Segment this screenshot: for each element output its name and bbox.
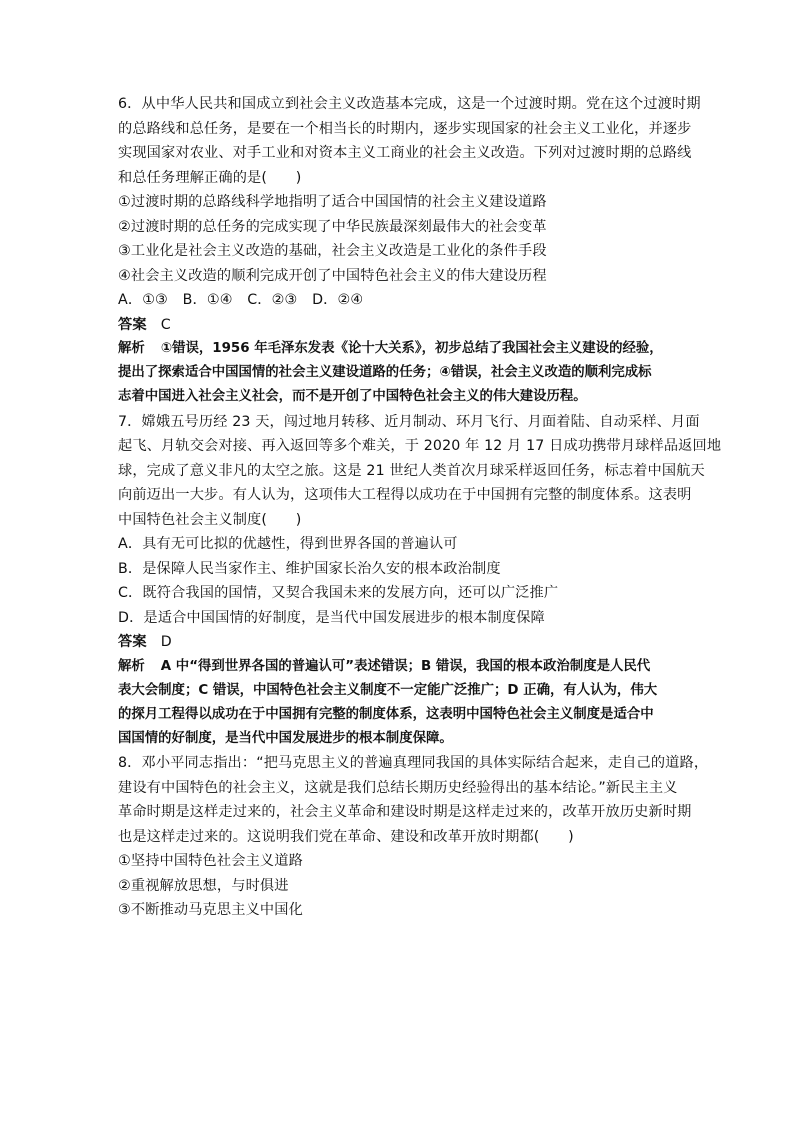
- q8-statement: ①坚持中国特色社会主义道路: [118, 853, 303, 870]
- q6-statement: ③工业化是社会主义改造的基础，社会主义改造是工业化的条件手段: [118, 243, 547, 259]
- analysis-line: 国国情的好制度，是当代中国发展进步的根本制度保障。: [118, 731, 453, 747]
- question-6: [118, 92, 701, 410]
- q7-stem-line: 球，完成了意义非凡的太空之旅。这是 21 世纪人类首次月球采样返回任务，标志着中国航天: [118, 462, 705, 479]
- q6-statement: ①过渡时期的总路线科学地指明了适合中国国情的社会主义建设道路: [118, 194, 547, 210]
- q7-option-b: B．是保障人民当家作主、维护国家长治久安的根本政治制度: [118, 560, 501, 577]
- q6-options: [118, 288, 678, 313]
- q7-option-d: D．是适合中国国情的好制度，是当代中国发展进步的根本制度保障: [118, 609, 545, 626]
- q6-stem-line: 的总路线和总任务，是要在一个相当长的时期内，逐步实现国家的社会主义工业化，并逐步: [118, 120, 692, 137]
- q6-option-d: D．②④: [312, 292, 364, 308]
- q6-stem-line: 实现国家对农业、对手工业和对资本主义工商业的社会主义改造。下列对过渡时期的总路线: [118, 145, 692, 161]
- q8-stem-line: 8．邓小平同志指出：“把马克思主义的普遍真理同我国的具体实际结合起来，走自己的道路，: [118, 755, 709, 772]
- q6-statement: ④社会主义改造的顺利完成开创了中国特色社会主义的伟大建设历程: [118, 267, 547, 284]
- q8-stem-line: 革命时期是这样走过来的，社会主义革命和建设时期是这样走过来的，改革开放历史新时期: [118, 804, 692, 821]
- q7-stem-line: 7．嫦娥五号历经 23 天，闯过地月转移、近月制动、环月飞行、月面着陆、自动采样、月面: [118, 413, 700, 430]
- document-page: [118, 92, 722, 923]
- q6-statement: ②过渡时期的总任务的完成实现了中华民族最深刻最伟大的社会变革: [118, 218, 547, 235]
- q6-option-b: B．①④: [182, 292, 233, 308]
- q6-stem-line: 和总任务理解正确的是( ): [118, 169, 302, 186]
- q6-stem-line: 6．从中华人民共和国成立到社会主义改造基本完成，这是一个过渡时期。党在这个过渡时期: [118, 96, 701, 112]
- q6-option-a: A．①③: [118, 292, 168, 308]
- analysis-line: 的探月工程得以成功在于中国拥有完整的制度体系，这表明中国特色社会主义制度是适合中: [118, 707, 654, 723]
- q7-stem-line: 中国特色社会主义制度( ): [118, 511, 302, 528]
- analysis-line: A 中“得到世界各国的普遍认可”表述错误；B 错误，我国的根本政治制度是人民代: [160, 658, 651, 674]
- answer-label: 答案: [118, 316, 147, 333]
- q8-stem-line: 建设有中国特色的社会主义，这就是我们总结长期历史经验得出的基本结论。”新民主主义: [118, 779, 678, 796]
- answer-value: C: [160, 316, 171, 333]
- question-8: [118, 751, 709, 923]
- q8-stem-line: 也是这样走过来的。这说明我们党在革命、建设和改革开放时期都( ): [118, 828, 574, 845]
- analysis-line: 表大会制度；C 错误，中国特色社会主义制度不一定能广泛推广；D 正确，有人认为，伟大: [118, 682, 658, 698]
- answer-label: 答案: [118, 634, 147, 651]
- question-7: [118, 410, 722, 752]
- q7-option-a: A．具有无可比拟的优越性，得到世界各国的普遍认可: [118, 536, 458, 553]
- q7-option-c: C．既符合我国的国情，又契合我国未来的发展方向，还可以广泛推广: [118, 585, 559, 602]
- q7-answer: [118, 630, 678, 655]
- analysis-label: 解析: [118, 341, 145, 356]
- analysis-line: ①错误，1956 年毛泽东发表《论十大关系》，初步总结了我国社会主义建设的经验，: [160, 341, 663, 356]
- q6-option-c: C．②③: [247, 292, 298, 308]
- answer-value: D: [160, 634, 172, 651]
- q6-answer: [118, 313, 678, 338]
- analysis-line: 提出了探索适合中国国情的社会主义建设道路的任务；④错误，社会主义改造的顺利完成标: [118, 365, 652, 381]
- q6-analysis: [118, 337, 678, 410]
- analysis-label: 解析: [118, 658, 145, 674]
- q8-statement: ③不断推动马克思主义中国化: [118, 902, 303, 919]
- q8-statement: ②重视解放思想，与时俱进: [118, 877, 289, 894]
- q7-stem-line: 向前迈出一大步。有人认为，这项伟大工程得以成功在于中国拥有完整的制度体系。这表明: [118, 487, 692, 504]
- analysis-line: 志着中国进入社会主义社会，而不是开创了中国特色社会主义的伟大建设历程。: [118, 389, 587, 405]
- q7-analysis: [118, 655, 678, 752]
- q7-stem-line: 起飞、月轨交会对接、再入返回等多个难关，于 2020 年 12 月 17 日成功携带月球样品返回地: [118, 438, 722, 455]
